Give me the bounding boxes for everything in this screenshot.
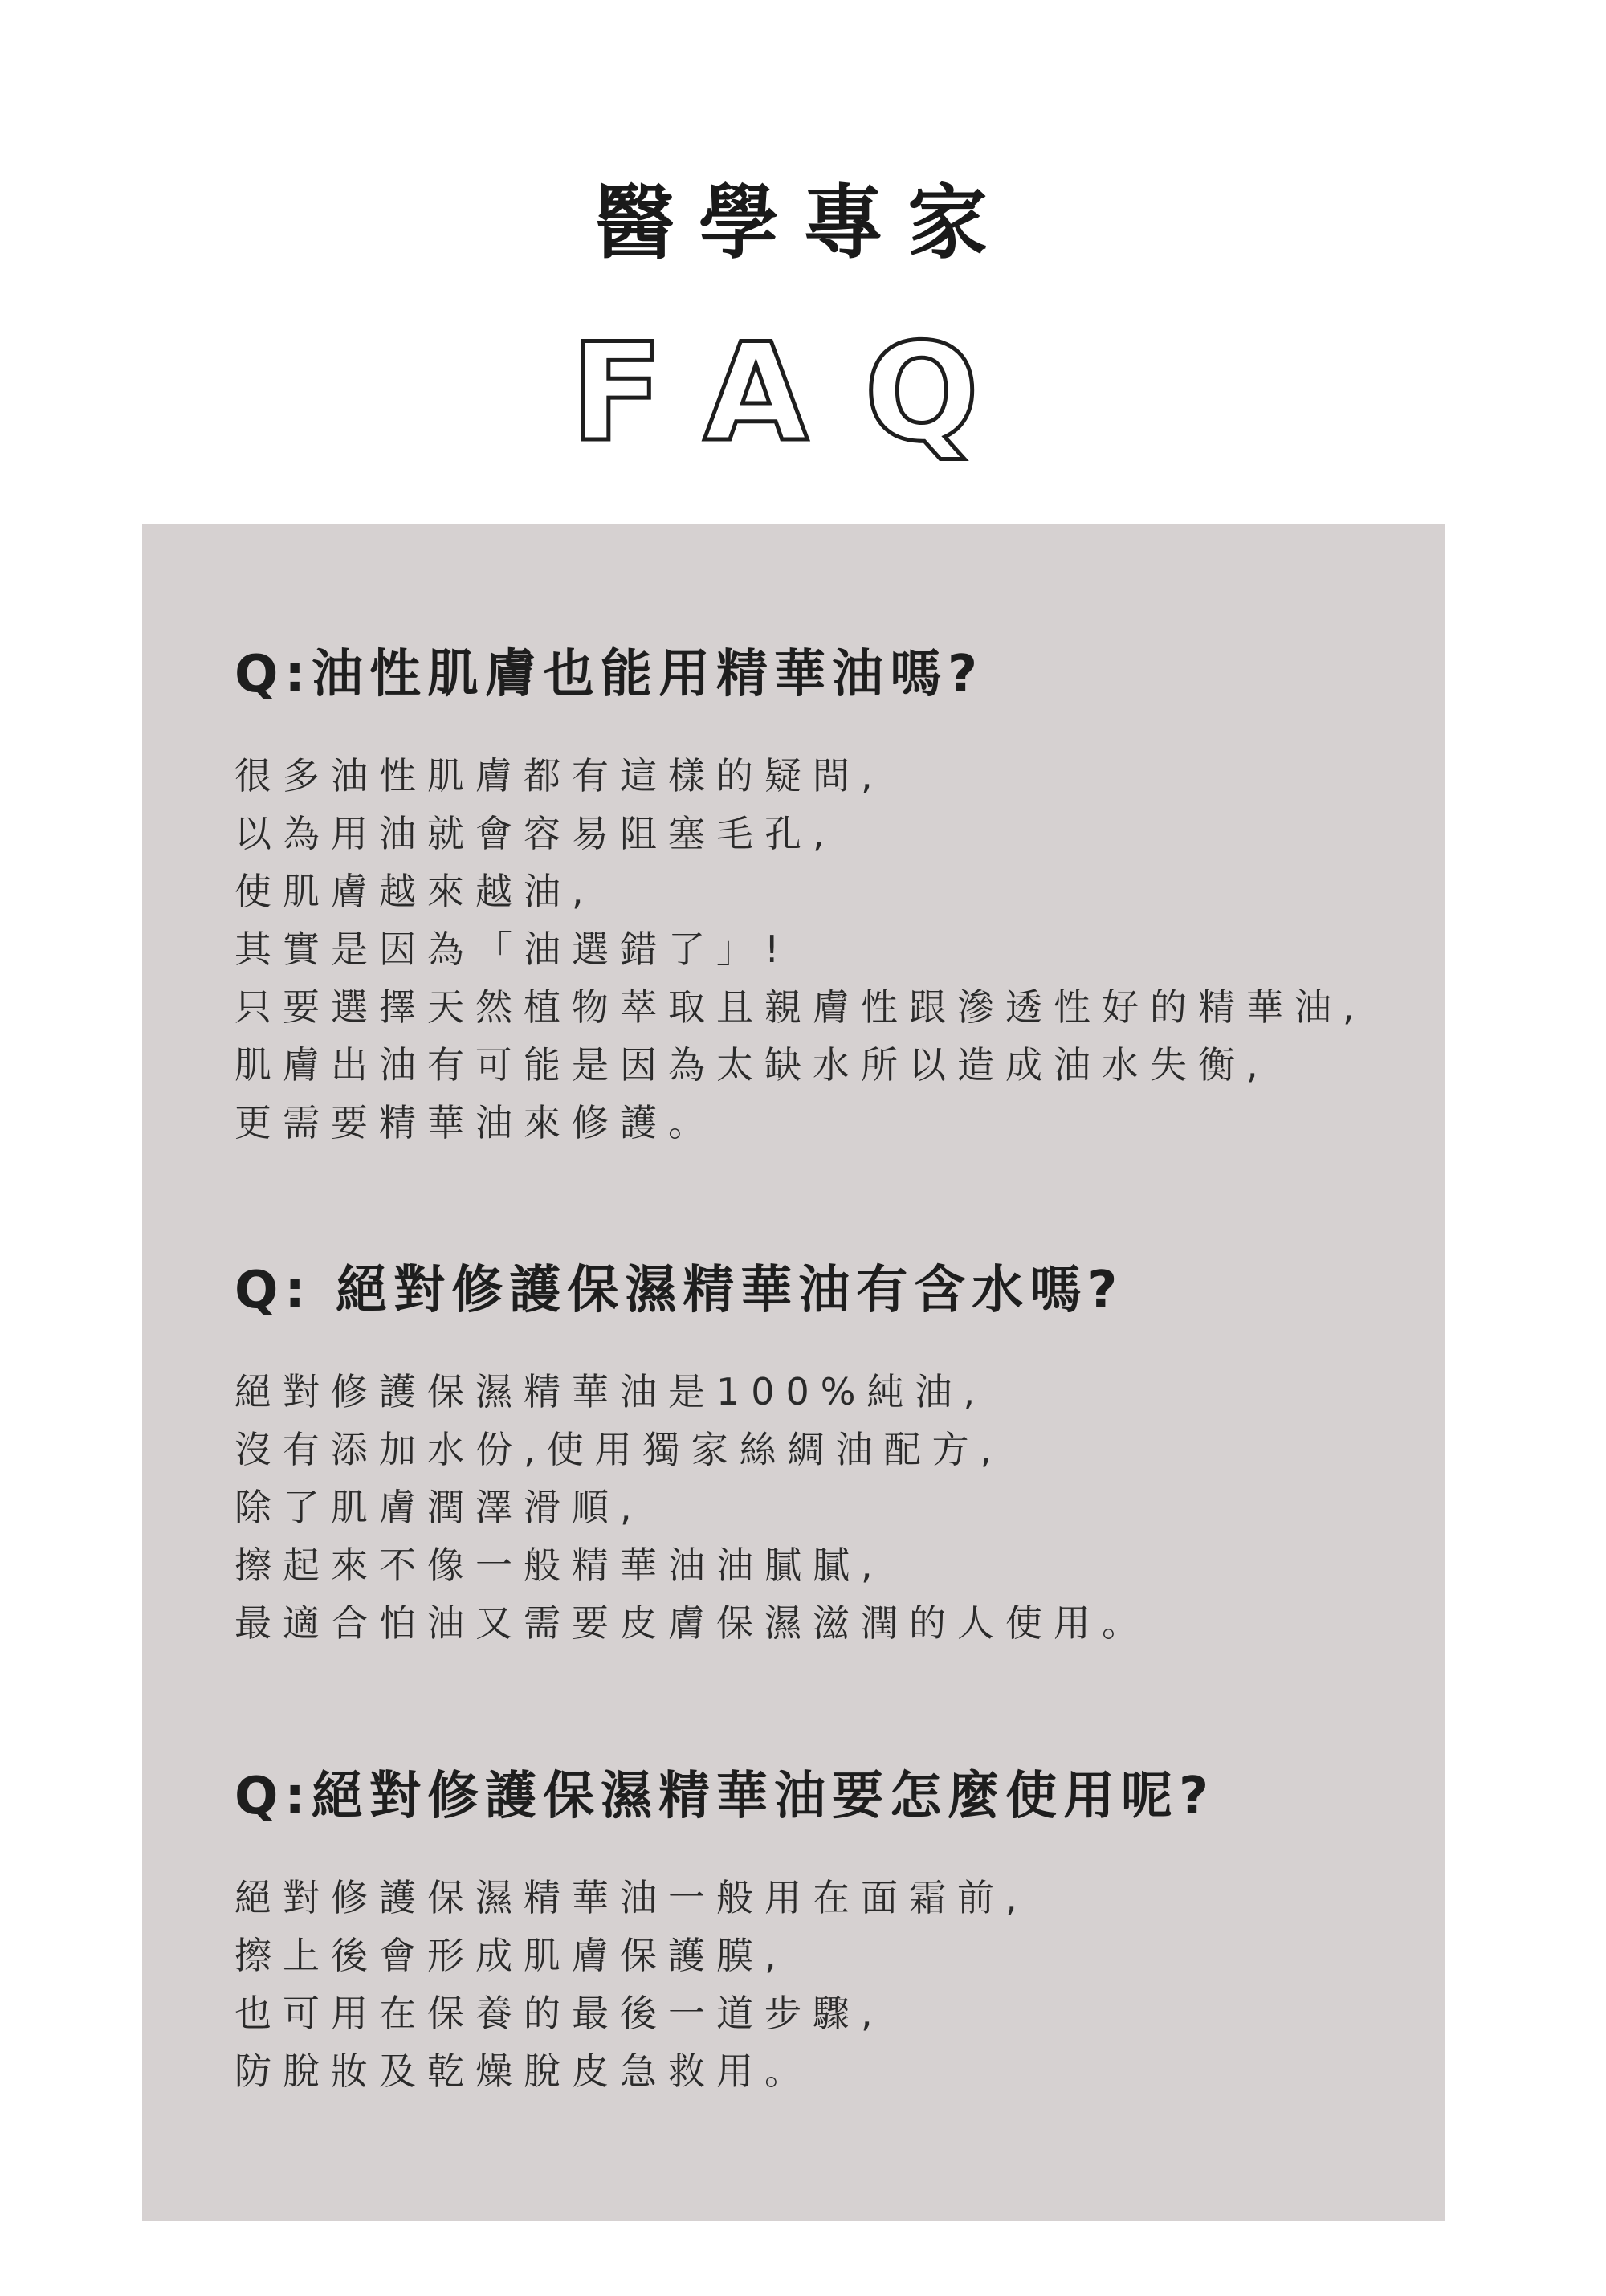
answer-line: 擦上後會形成肌膚保護膜,: [234, 1934, 788, 1977]
answer-line: 只要選擇天然植物萃取且親膚性跟滲透性好的精華油,: [234, 985, 1366, 1029]
faq-item: [234, 645, 1407, 1152]
answer-line: 沒有添加水份,使用獨家絲綢油配方,: [234, 1428, 1004, 1471]
faq-question: Q: 絕對修護保濕精華油有含水嗎?: [234, 1261, 1124, 1320]
answer-line: 絕對修護保濕精華油是100%純油,: [234, 1370, 987, 1413]
faq-item: [234, 1261, 1407, 1652]
answer-line: 其實是因為「油選錯了」!: [234, 928, 791, 971]
answer-line: 以為用油就會容易阻塞毛孔,: [234, 812, 836, 855]
answer-line: 絕對修護保濕精華油一般用在面霜前,: [234, 1876, 1029, 1919]
answer-line: 很多油性肌膚都有這樣的疑問,: [234, 754, 884, 797]
answer-line: 使肌膚越來越油,: [234, 870, 595, 913]
answer-line: 除了肌膚潤澤滑順,: [234, 1486, 643, 1529]
faq-question: Q:絕對修護保濕精華油要怎麼使用呢?: [234, 1767, 1216, 1826]
answer-line: 擦起來不像一般精華油油膩膩,: [234, 1544, 884, 1587]
answer-line: 最適合怕油又需要皮膚保濕滋潤的人使用。: [234, 1601, 1150, 1645]
answer-line: 肌膚出油有可能是因為太缺水所以造成油水失衡,: [234, 1043, 1270, 1087]
answer-line: 也可用在保養的最後一道步驟,: [234, 1992, 884, 2035]
faq-answer: [234, 1363, 1407, 1652]
faq-question: Q:油性肌膚也能用精華油嗎?: [234, 645, 984, 704]
faq-item: [234, 1767, 1407, 2100]
faq-heading: FAQ: [570, 314, 1036, 471]
page-title: 醫學專家: [594, 176, 1012, 270]
answer-line: 更需要精華油來修護。: [234, 1101, 716, 1144]
faq-answer: [234, 747, 1407, 1152]
answer-line: 防脫妝及乾燥脫皮急救用。: [234, 2049, 813, 2093]
faq-answer: [234, 1869, 1407, 2100]
